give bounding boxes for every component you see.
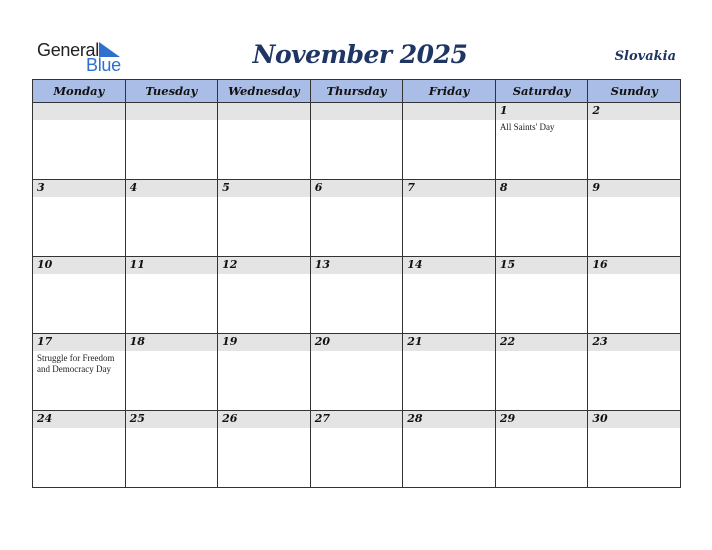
week-row [33,257,681,334]
holiday-label [126,120,218,122]
week-row [33,334,681,411]
day-cell [33,103,126,180]
holiday-label [496,351,588,353]
day-number: 2 [592,104,601,117]
day-cell [33,257,126,334]
holiday-label [126,428,218,430]
holiday-label: All Saints' Day [499,122,555,132]
day-number: 15 [499,258,516,271]
day-cell [403,180,496,257]
day-number-bar [33,257,125,274]
day-number: 10 [37,258,53,271]
day-cell [218,180,311,257]
day-number-bar [588,334,680,351]
holiday-label [126,274,218,276]
day-number-bar [218,180,310,197]
day-number: 18 [129,335,145,348]
holiday-label [126,197,218,199]
holiday-label [33,120,125,122]
holiday-label [126,351,218,353]
day-number: 24 [37,412,53,425]
day-number: 9 [592,181,601,194]
holiday-label [588,428,680,430]
day-cell [495,103,588,180]
day-number-bar [218,334,310,351]
day-number-bar [33,411,125,428]
day-number: 3 [37,181,45,194]
day-cell [125,103,218,180]
calendar-title: November 2025 [252,40,468,69]
day-cell [588,180,681,257]
day-cell [403,257,496,334]
holiday-label [218,120,310,122]
day-number-bar [126,180,218,197]
day-number: 29 [499,412,516,425]
day-number: 28 [407,412,423,425]
holiday-label [311,120,403,122]
day-number-bar [126,257,218,274]
day-number: 17 [37,335,53,348]
week-row [33,103,681,180]
weekday-header: Tuesday [125,80,218,103]
week-row [33,180,681,257]
day-number-bar [218,103,310,120]
day-cell [310,334,403,411]
day-cell [403,411,496,488]
holiday-label [588,120,680,122]
day-cell [125,334,218,411]
holiday-label [218,274,310,276]
day-cell [125,257,218,334]
day-cell [218,103,311,180]
day-number-bar [311,257,403,274]
day-number-bar [496,180,588,197]
day-number: 14 [407,258,423,271]
day-number: 25 [129,412,145,425]
day-number-bar [403,334,495,351]
day-number-bar [33,103,125,120]
day-number-bar [588,103,680,120]
day-number: 6 [314,181,323,194]
day-cell [588,103,681,180]
day-number: 16 [592,258,608,271]
day-cell [495,257,588,334]
day-number-bar [588,257,680,274]
day-cell [33,180,126,257]
day-cell [310,180,403,257]
day-number-bar [33,180,125,197]
day-number-bar [311,334,403,351]
holiday-label [311,351,403,353]
holiday-label [588,274,680,276]
holiday-label [218,428,310,430]
day-number-bar [311,411,403,428]
day-number-bar [403,411,495,428]
day-cell [588,411,681,488]
day-number-bar [496,103,588,120]
holiday-label [311,197,403,199]
day-number-bar [403,180,495,197]
weekday-header: Monday [33,80,126,103]
holiday-label [33,274,125,276]
holiday-label: Struggle for Freedom and Democracy Day [37,353,115,374]
country-label: Slovakia [614,49,676,64]
day-cell [588,334,681,411]
holiday-label [33,428,125,430]
day-number: 21 [407,335,423,348]
holiday-label [403,428,495,430]
day-number-bar [311,103,403,120]
weekday-header: Friday [403,80,496,103]
day-cell [310,103,403,180]
day-number: 7 [407,181,415,194]
day-number-bar [126,411,218,428]
logo-text-blue: Blue [86,55,121,75]
weekday-header: Wednesday [218,80,311,103]
day-cell [588,257,681,334]
day-number-bar [588,180,680,197]
holiday-label [403,274,495,276]
day-number-bar [218,257,310,274]
day-number: 4 [129,181,138,194]
day-number: 23 [592,335,608,348]
day-number: 20 [314,335,330,348]
holiday-label [311,274,403,276]
day-cell [125,411,218,488]
day-number: 30 [592,412,608,425]
holiday-label [311,428,403,430]
day-cell [495,180,588,257]
holiday-label [588,351,680,353]
calendar-grid [32,79,681,488]
day-number-bar [496,411,588,428]
holiday-label [218,197,310,199]
day-cell [33,334,126,411]
day-number: 13 [314,258,330,271]
day-cell [310,411,403,488]
day-number-bar [126,103,218,120]
day-number: 22 [499,335,516,348]
day-cell [403,103,496,180]
day-number-bar [496,334,588,351]
weekday-header-row [33,80,681,103]
day-cell [125,180,218,257]
day-number: 5 [222,181,230,194]
day-cell [218,334,311,411]
holiday-label [33,197,125,199]
day-number-bar [33,334,125,351]
day-cell [218,411,311,488]
holiday-label [403,351,495,353]
day-number-bar [588,411,680,428]
day-number-bar [496,257,588,274]
day-cell [33,411,126,488]
week-row [33,411,681,488]
holiday-label [403,197,495,199]
generalblue-logo [37,40,137,76]
weekday-header: Saturday [495,80,588,103]
day-number-bar [126,334,218,351]
day-number-bar [218,411,310,428]
holiday-label [403,120,495,122]
weekday-header: Sunday [588,80,681,103]
holiday-label [588,197,680,199]
logo-text-general: General [37,40,99,60]
day-number: 8 [499,181,508,194]
day-cell [495,411,588,488]
day-number: 19 [222,335,238,348]
day-number: 12 [222,258,238,271]
holiday-label [496,428,588,430]
day-cell [403,334,496,411]
day-cell [495,334,588,411]
holiday-label [496,274,588,276]
day-number: 1 [499,104,508,117]
day-number: 26 [222,412,238,425]
day-number-bar [403,103,495,120]
day-number: 11 [129,258,145,271]
day-cell [310,257,403,334]
day-number-bar [403,257,495,274]
weekday-header: Thursday [310,80,403,103]
day-number: 27 [314,412,330,425]
holiday-label [496,197,588,199]
day-cell [218,257,311,334]
holiday-label [218,351,310,353]
day-number-bar [311,180,403,197]
